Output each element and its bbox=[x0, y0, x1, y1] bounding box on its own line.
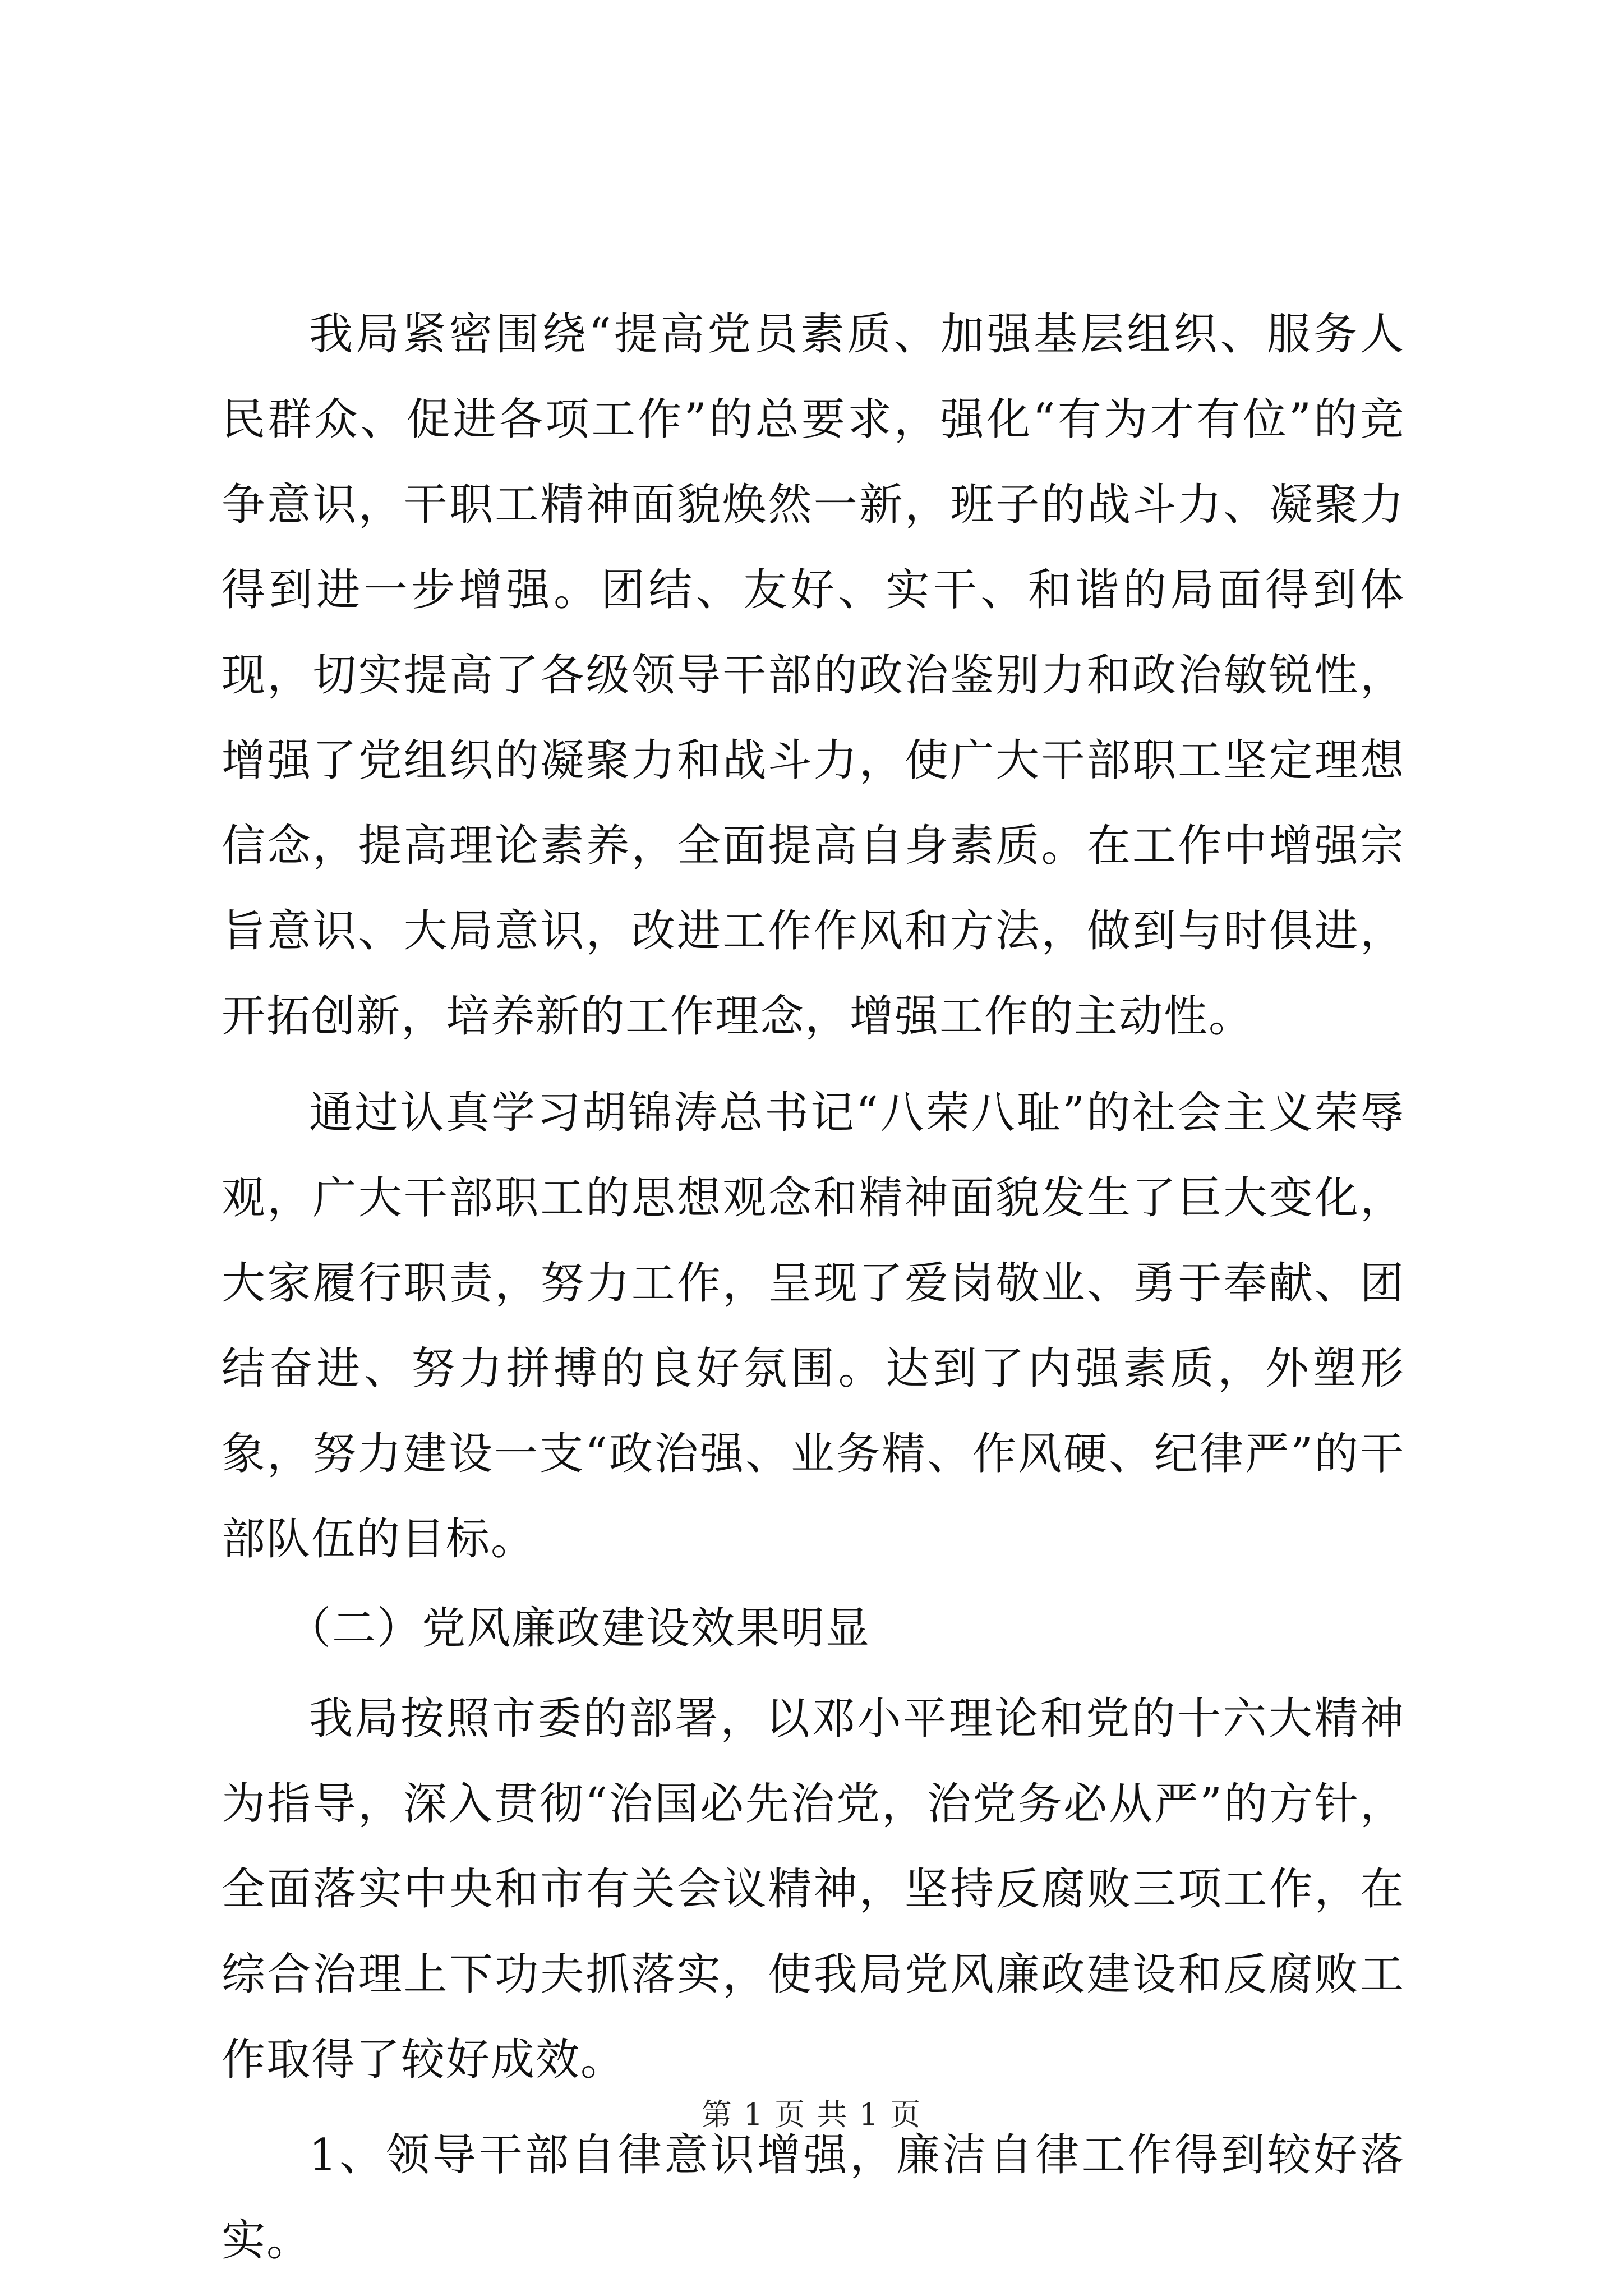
paragraph-honor-disgrace: 通过认真学习胡锦涛总书记“八荣八耻”的社会主义荣辱观，广大干部职工的思想观念和精神面貌发生了巨大变化，大家履行职责，努力工作，呈现了爱岗敬业、勇于奉献、团结奋进、努力拼搏的良好氛围。达到了内强素质，外塑形象，努力建设一支“政治强、业务精、作风硬、纪律严”的干部队伍的目标。 bbox=[222, 1088, 1405, 1565]
document-body bbox=[222, 292, 1405, 2283]
paragraph-anti-corruption: 我局按照市委的部署，以邓小平理论和党的十六大精神为指导，深入贯彻“治国必先治党，治党务必从严”的方针，全面落实中央和市有关会议精神，坚持反腐败三项工作，在综合治理上下功夫抓落实，使我局党风廉政建设和反腐败工作取得了较好成效。 bbox=[222, 1694, 1405, 2085]
paragraph-self-discipline: 1、领导干部自律意识增强，廉洁自律工作得到较好落实。 bbox=[222, 2130, 1405, 2266]
paragraph-party-work: 我局紧密围绕“提高党员素质、加强基层组织、服务人民群众、促进各项工作”的总要求，强化“有为才有位”的竞争意识，干职工精神面貌焕然一新，班子的战斗力、凝聚力得到进一步增强。团结、友好、实干、和谐的局面得到体现，切实提高了各级领导干部的政治鉴别力和政治敏锐性，增强了党组织的凝聚力和战斗力，使广大干部职工坚定理想信念，提高理论素养，全面提高自身素质。在工作中增强宗旨意识、大局意识，改进工作作风和方法，做到与时俱进，开拓创新，培养新的工作理念，增强工作的主动性。 bbox=[222, 309, 1405, 1042]
section-heading: （二）党风廉政建设效果明显 bbox=[287, 1603, 871, 1654]
page-number-footer: 第 1 页 共 1 页 bbox=[701, 2097, 922, 2132]
